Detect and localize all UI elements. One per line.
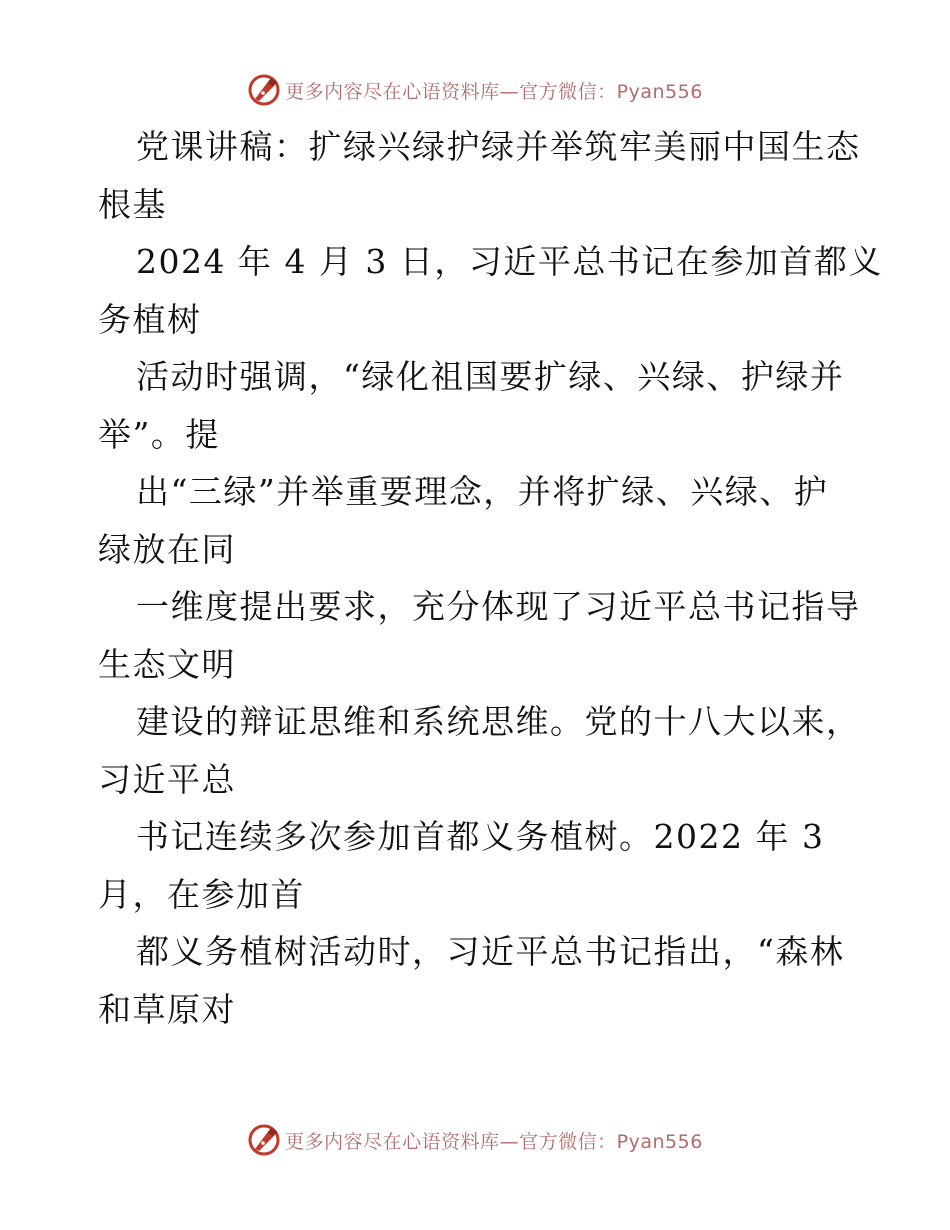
text-line: 活动时强调，“绿化祖国要扩绿、兴绿、护绿并 bbox=[136, 357, 845, 396]
text-line: 2024 年 4 月 3 日，习近平总书记在参加首都义 bbox=[136, 242, 883, 281]
text-line: 习近平总 bbox=[98, 759, 236, 799]
text-line: 出“三绿”并举重要理念，并将扩绿、兴绿、护 bbox=[136, 472, 829, 511]
footer-banner-text: 更多内容尽在心语资料库—官方微信：Pyan556 bbox=[285, 1130, 703, 1153]
text-line: 举”。提 bbox=[98, 414, 220, 454]
header-banner bbox=[0, 70, 950, 110]
text-line: 党课讲稿：扩绿兴绿护绿并举筑牢美丽中国生态 bbox=[136, 127, 861, 166]
header-banner-text: 更多内容尽在心语资料库—官方微信：Pyan556 bbox=[285, 80, 703, 103]
text-line: 一维度提出要求，充分体现了习近平总书记指导 bbox=[136, 587, 861, 626]
text-line: 和草原对 bbox=[98, 989, 236, 1029]
text-line: 都义务植树活动时，习近平总书记指出，“森林 bbox=[136, 932, 845, 971]
text-line: 绿放在同 bbox=[98, 529, 236, 569]
text-line: 月，在参加首 bbox=[98, 874, 305, 914]
text-line: 根基 bbox=[98, 184, 167, 224]
text-line: 务植树 bbox=[98, 299, 202, 339]
pen-nib-circle-icon bbox=[247, 1123, 281, 1157]
text-line: 书记连续多次参加首都义务植树。2022 年 3 bbox=[136, 817, 825, 856]
pen-nib-circle-icon bbox=[247, 73, 281, 107]
text-line: 建设的辩证思维和系统思维。党的十八大以来， bbox=[136, 702, 861, 741]
footer-banner bbox=[0, 1120, 950, 1160]
text-line: 生态文明 bbox=[98, 644, 236, 684]
document-body bbox=[98, 118, 883, 1038]
